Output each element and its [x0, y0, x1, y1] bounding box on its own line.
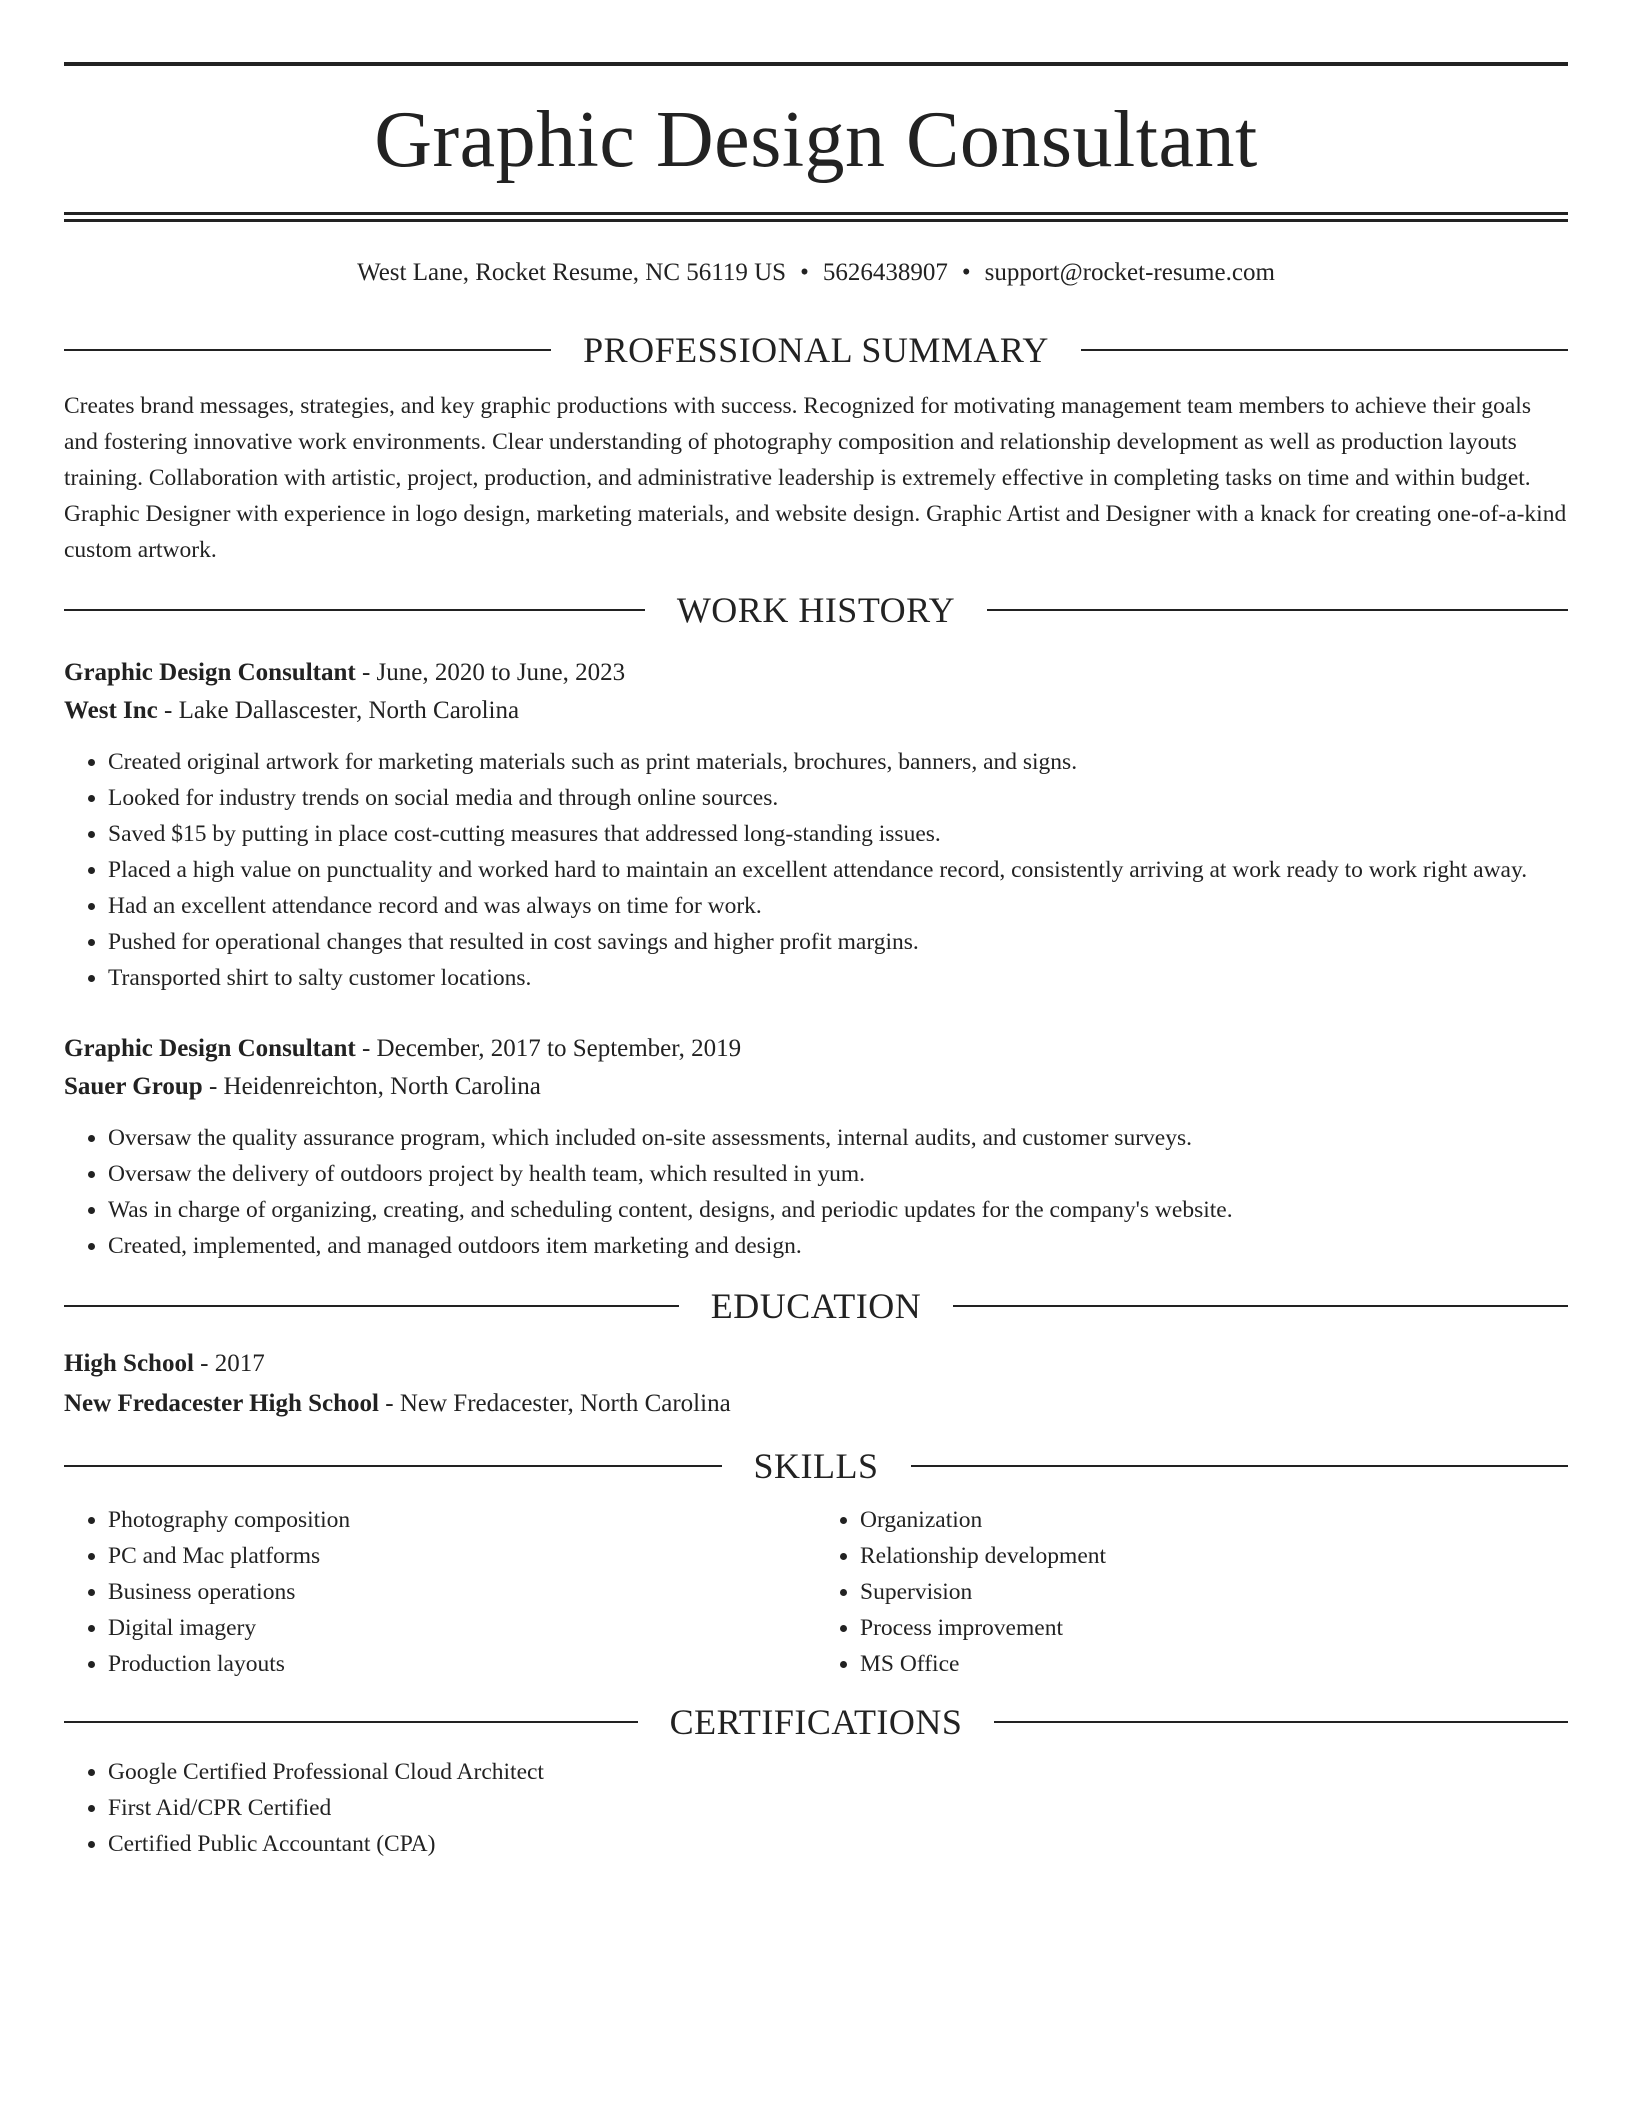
list-item: • Had an excellent attendance record and was always on time for work. — [108, 888, 1568, 924]
divider-line — [64, 609, 645, 611]
list-item: • Relationship development — [860, 1538, 1568, 1574]
section-header-skills — [64, 1448, 1568, 1484]
divider-line — [64, 349, 551, 351]
education-degree-line — [64, 1344, 1568, 1384]
skills-left-list — [64, 1502, 816, 1682]
list-item: • Oversaw the delivery of outdoors project by health team, which resulted in yum. — [108, 1156, 1568, 1192]
divider-line — [64, 1305, 679, 1307]
list-item: • Photography composition — [108, 1502, 816, 1538]
list-item: • Looked for industry trends on social media and through online sources. — [108, 780, 1568, 816]
education-year: - 2017 — [193, 1350, 265, 1377]
skills-right-list — [816, 1502, 1568, 1682]
divider-line — [1081, 349, 1568, 351]
education-entry — [64, 1344, 1568, 1424]
section-header-education — [64, 1288, 1568, 1324]
certifications-list — [64, 1754, 1568, 1862]
list-item: • Organization — [860, 1502, 1568, 1538]
list-item: • Transported shirt to salty customer locations. — [108, 960, 1568, 996]
section-header-certifications — [64, 1704, 1568, 1740]
list-item: • Supervision — [860, 1574, 1568, 1610]
education-school: New Fredacester High School — [64, 1390, 380, 1417]
education-location: - New Fredacester, North Carolina — [379, 1390, 731, 1417]
email: support@rocket-resume.com — [984, 259, 1275, 286]
list-item: • Was in charge of organizing, creating, and scheduling content, designs, and periodic updates for the company's website. — [108, 1192, 1568, 1228]
job-entry — [64, 654, 1568, 996]
section-title: EDUCATION — [710, 1286, 922, 1326]
list-item: • Saved $15 by putting in place cost-cutting measures that addressed long-standing issues. — [108, 816, 1568, 852]
skills-columns — [64, 1502, 1568, 1682]
divider-line — [953, 1305, 1568, 1307]
double-rule — [64, 212, 1568, 222]
list-item: • Google Certified Professional Cloud Architect — [108, 1754, 1568, 1790]
divider-line — [987, 609, 1568, 611]
contact-line — [64, 258, 1568, 288]
job-entry — [64, 1030, 1568, 1264]
job-title-line — [64, 654, 1568, 692]
section-title: WORK HISTORY — [676, 590, 956, 630]
job-company: Sauer Group — [64, 1073, 203, 1100]
education-school-line — [64, 1384, 1568, 1424]
section-title: CERTIFICATIONS — [669, 1702, 963, 1742]
job-title-line — [64, 1030, 1568, 1068]
job-dates: - December, 2017 to September, 2019 — [355, 1035, 742, 1062]
list-item: • Digital imagery — [108, 1610, 816, 1646]
divider-line — [994, 1721, 1568, 1723]
job-dates: - June, 2020 to June, 2023 — [355, 659, 626, 686]
divider-line — [64, 1465, 722, 1467]
section-title: SKILLS — [753, 1446, 879, 1486]
list-item: • Pushed for operational changes that resulted in cost savings and higher profit margins. — [108, 924, 1568, 960]
separator-dot: • — [961, 259, 971, 286]
list-item: • Placed a high value on punctuality and worked hard to maintain an excellent attendance record, consistently arriving at work ready to work right away. — [108, 852, 1568, 888]
resume-name: Graphic Design Consultant — [374, 96, 1258, 184]
education-degree: High School — [64, 1350, 194, 1377]
list-item: • Process improvement — [860, 1610, 1568, 1646]
separator-dot: • — [800, 259, 809, 286]
list-item: • MS Office — [860, 1646, 1568, 1682]
section-header-summary — [64, 332, 1568, 368]
list-item: • Created, implemented, and managed outdoors item marketing and design. — [108, 1228, 1568, 1264]
address: West Lane, Rocket Resume, NC 56119 US — [357, 259, 787, 286]
list-item: • Production layouts — [108, 1646, 816, 1682]
list-item: • Certified Public Accountant (CPA) — [108, 1826, 1568, 1862]
divider-line — [64, 1721, 638, 1723]
job-company-line — [64, 692, 1568, 730]
list-item: • First Aid/CPR Certified — [108, 1790, 1568, 1826]
phone: 5626438907 — [822, 259, 948, 286]
job-role: Graphic Design Consultant — [64, 659, 356, 686]
job-company-line — [64, 1068, 1568, 1106]
list-item: • PC and Mac platforms — [108, 1538, 816, 1574]
list-item: • Created original artwork for marketing materials such as print materials, brochures, banners, and signs. — [108, 744, 1568, 780]
section-title: PROFESSIONAL SUMMARY — [583, 330, 1049, 370]
top-rule — [64, 62, 1568, 66]
job-location: - Heidenreichton, North Carolina — [202, 1073, 541, 1100]
list-item: • Oversaw the quality assurance program, which included on-site assessments, internal audits, and customer surveys. — [108, 1120, 1568, 1156]
job-location: - Lake Dallascester, North Carolina — [157, 697, 520, 724]
job-bullets — [64, 744, 1568, 996]
job-bullets — [64, 1120, 1568, 1264]
section-header-work — [64, 592, 1568, 628]
divider-line — [911, 1465, 1569, 1467]
summary-text: Creates brand messages, strategies, and key graphic productions with success. Recognized for motivating management team members to achieve their goals and fostering innovative work environments. Clear understanding of photography composition and relationship development as well as production layouts training. Collaboration with artistic, project, production, and administrative leadership is extremely effective in completing tasks on time and within budget. Graphic Designer with experience in logo design, marketing materials, and website design. Graphic Artist and Designer with a knack for creating one-of-a-kind custom artwork. — [64, 393, 1567, 563]
list-item: • Business operations — [108, 1574, 816, 1610]
job-company: West Inc — [64, 697, 158, 724]
job-role: Graphic Design Consultant — [64, 1035, 356, 1062]
